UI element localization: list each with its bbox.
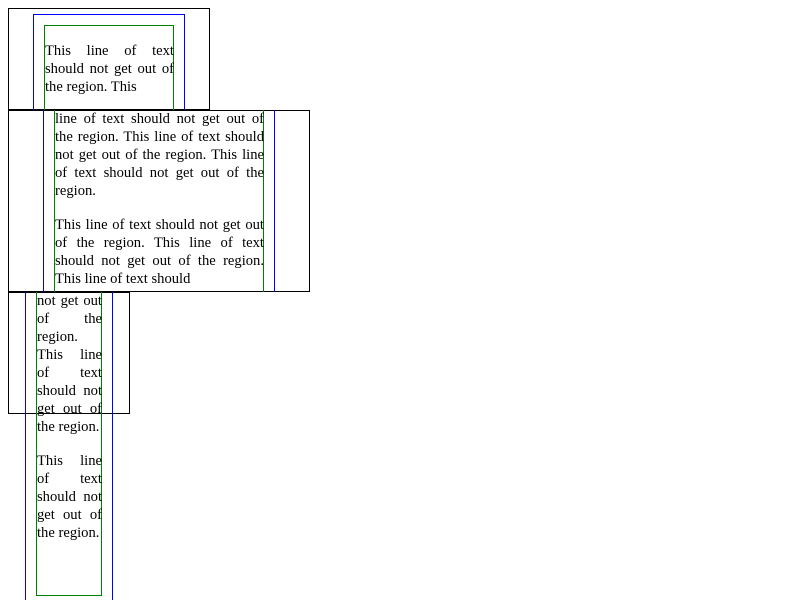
region-1-paragraph: This line of text should not get out of the region. This (45, 43, 174, 95)
region-2-paragraph-2: This line of text should not get out of the region. This line of text should not get out of the region. This line of text should (55, 217, 264, 287)
blue-guide-left-1 (33, 14, 34, 110)
blue-guide-left-2 (43, 110, 44, 292)
region-1-text (45, 42, 174, 96)
green-guide-top (44, 25, 174, 26)
blue-guide-left-3 (25, 292, 26, 600)
region-2-text (55, 110, 264, 290)
region-3-text (37, 292, 102, 580)
blue-guide-right-1 (184, 14, 185, 110)
region-3-paragraph-2: This line of text should not get out of the region. (37, 453, 102, 541)
region-2-paragraph-1: line of text should not get out of the region. This line of text should not get out of the region. This line of text should not get out of the region. (55, 111, 264, 199)
blue-guide-right-3 (112, 292, 113, 600)
blue-guide-right-2 (274, 110, 275, 292)
green-guide-bottom (36, 595, 102, 596)
blue-guide-top (33, 14, 185, 15)
region-3-paragraph-1: not get out of the region. This line of text should not get out of the region. (37, 293, 102, 435)
